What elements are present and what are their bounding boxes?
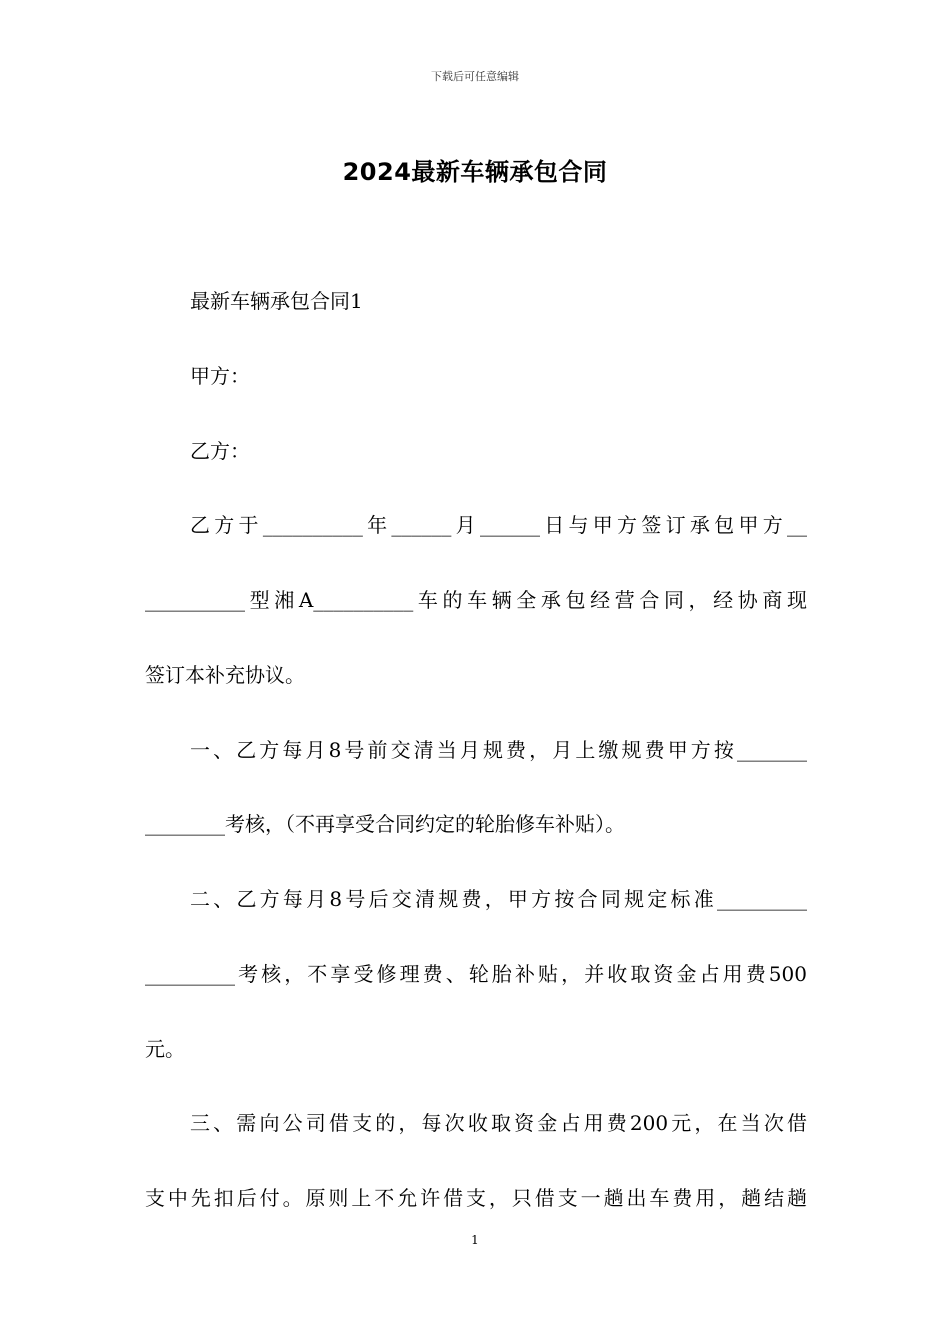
paragraph-line: 甲方：	[190, 364, 250, 388]
paragraph-line: 乙方于__________年______月______日与甲方签订承包甲方__	[190, 513, 807, 537]
paragraph-line: 支中先扣后付。原则上不允许借支，只借支一趟出车费用，趟结趟	[145, 1186, 807, 1210]
page-number: 1	[471, 1233, 479, 1247]
paragraph-line: _________考核，不享受修理费、轮胎补贴，并收取资金占用费500	[145, 962, 807, 986]
paragraph-line: 乙方：	[190, 439, 250, 463]
header-note: 下载后可任意编辑	[431, 70, 519, 83]
paragraph-line: __________型湘A__________车的车辆全承包经营合同，经协商现	[145, 588, 807, 612]
paragraph-line: ________考核，（不再享受合同约定的轮胎修车补贴）。	[145, 812, 625, 836]
document-title: 2024最新车辆承包合同	[342, 158, 608, 186]
paragraph-line: 最新车辆承包合同1	[190, 289, 363, 313]
paragraph-line: 元。	[145, 1037, 185, 1061]
paragraph-line: 一、乙方每月8号前交清当月规费，月上缴规费甲方按_______	[190, 738, 807, 762]
paragraph-line: 三、需向公司借支的，每次收取资金占用费200元，在当次借	[190, 1111, 807, 1135]
paragraph-line: 二、乙方每月8号后交清规费，甲方按合同规定标准_________	[190, 887, 807, 911]
paragraph-line: 签订本补充协议。	[145, 663, 305, 687]
